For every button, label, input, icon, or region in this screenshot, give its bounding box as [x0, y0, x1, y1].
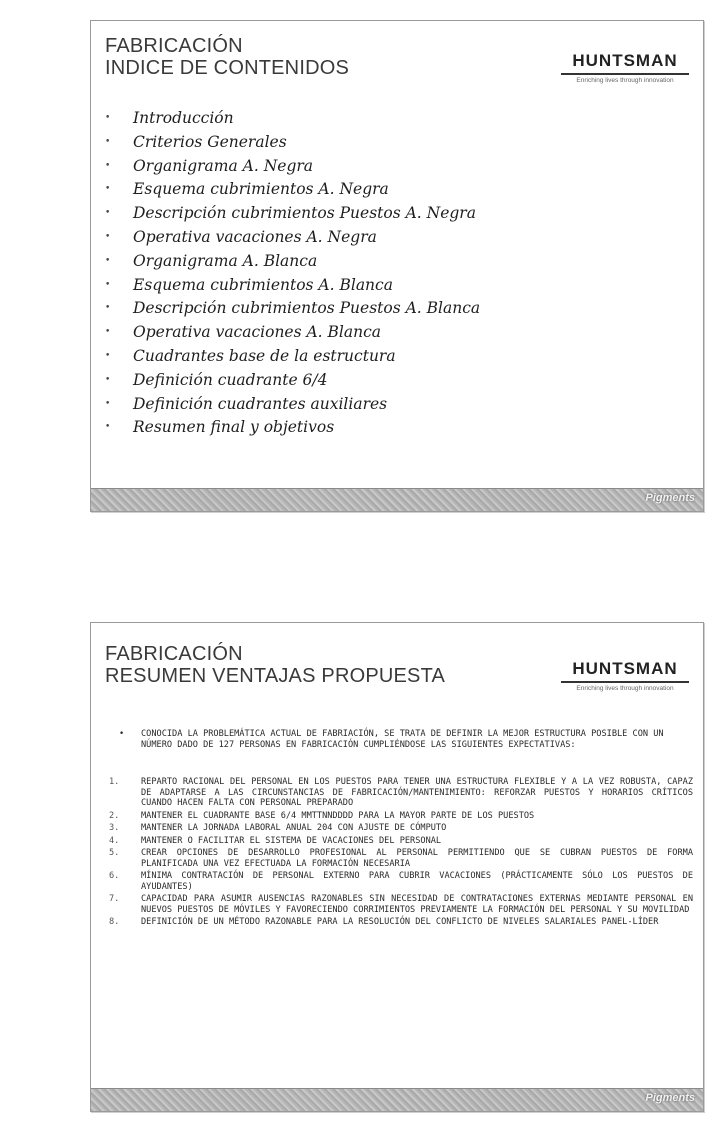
advantages-list [109, 777, 693, 930]
item-number: 2. [109, 810, 120, 821]
list-item [109, 917, 693, 928]
title-line-1: FABRICACIÓN [105, 643, 243, 665]
bullet-icon: • [105, 160, 111, 171]
list-item-label: Esquema cubrimientos A. Blanca [133, 275, 393, 294]
slide-footer-bar [91, 1088, 703, 1111]
logo-tagline: Enriching lives through innovation [576, 77, 674, 84]
bullet-icon: • [105, 303, 111, 314]
bullet-icon: • [105, 136, 111, 147]
item-number: 7. [109, 894, 120, 904]
list-item [109, 894, 693, 915]
bullet-icon: • [105, 350, 111, 361]
list-item-label: Organigrama A. Blanca [133, 251, 318, 270]
bullet-icon: • [105, 231, 111, 242]
bullet-icon: • [105, 398, 111, 409]
list-item [105, 107, 480, 131]
logo-name: HUNTSMAN [561, 659, 689, 683]
bullet-icon: • [105, 374, 111, 385]
list-item [109, 777, 693, 809]
list-item-label: Definición cuadrantes auxiliares [133, 394, 388, 413]
item-text: MANTENER EL CUADRANTE BASE 6/4 MMTTNNDDDD PARA LA MAYOR PARTE DE LOS PUESTOS [141, 810, 535, 821]
list-item-label: Esquema cubrimientos A. Negra [133, 180, 389, 199]
item-number: 5. [109, 848, 120, 858]
bullet-icon: • [105, 279, 111, 290]
slide-summary [90, 622, 704, 1112]
item-text: MÍNIMA CONTRATACIÓN DE PERSONAL EXTERNO PARA CUBRIR VACACIONES (PRÁCTICAMENTE SÓLO LOS PUESTOS DE AYUDANTES) [141, 871, 693, 892]
contents-list [105, 107, 480, 440]
list-item-label: Cuadrantes base de la estructura [133, 346, 396, 365]
list-item [105, 369, 480, 393]
item-text: DEFINICIÓN DE UN MÉTODO RAZONABLE PARA LA RESOLUCIÓN DEL CONFLICTO DE NIVELES SALARIALES PANEL-LÍDER [141, 917, 659, 927]
list-item [105, 297, 480, 321]
list-item [109, 823, 693, 834]
list-item [105, 416, 480, 440]
list-item [109, 836, 693, 847]
list-item [105, 250, 480, 274]
footer-brand: Pigments [645, 492, 695, 504]
item-number: 6. [109, 871, 120, 881]
list-item-label: Organigrama A. Negra [133, 156, 314, 175]
list-item-label: Operativa vacaciones A. Blanca [133, 323, 382, 342]
list-item-label: Resumen final y objetivos [133, 418, 335, 437]
list-item-label: Descripción cubrimientos Puestos A. Negra [133, 204, 476, 223]
item-number: 3. [109, 823, 120, 833]
huntsman-logo [561, 659, 689, 692]
intro-text: CONOCIDA LA PROBLEMÁTICA ACTUAL DE FABRIACIÓN, SE TRATA DE DEFINIR LA MEJOR ESTRUCTURA POSIBLE CON UN NÚMERO DADO DE 127 PERSONAS EN FABRICACIÓN CUMPLIÉNDOSE LAS SIGUIENTES EXPECTATIVAS: [141, 729, 664, 750]
item-text: REPARTO RACIONAL DEL PERSONAL EN LOS PUESTOS PARA TENER UNA ESTRUCTURA FLEXIBLE Y A LA VEZ ROBUSTA, CAPAZ DE ADAPTARSE A LAS CIRCUNSTANCIAS DE FABRICACIÓN/MANTENIMIENTO: REFORZAR PUESTOS Y HORARIOS CRÍTICOS CUANDO HACEN FALTA CON PERSONAL PREPARADO [141, 777, 693, 808]
bullet-icon: • [105, 208, 111, 219]
title-line-2: INDICE DE CONTENIDOS [105, 57, 350, 79]
list-item-label: Descripción cubrimientos Puestos A. Blanca [133, 299, 481, 318]
list-item-label: Operativa vacaciones A. Negra [133, 227, 377, 246]
title-line-2: RESUMEN VENTAJAS PROPUESTA [105, 665, 446, 687]
intro-paragraph [119, 729, 691, 750]
item-text: MANTENER LA JORNADA LABORAL ANUAL 204 CON AJUSTE DE CÓMPUTO [141, 823, 447, 833]
list-item [105, 178, 480, 202]
item-number: 1. [109, 777, 120, 787]
list-item [105, 345, 480, 369]
list-item [109, 811, 693, 822]
footer-brand: Pigments [645, 1092, 695, 1104]
list-item-label: Definición cuadrante 6/4 [133, 370, 328, 389]
slide-title [105, 35, 349, 79]
list-item [105, 131, 480, 155]
bullet-icon: • [105, 255, 111, 266]
list-item [105, 274, 480, 298]
list-item [109, 871, 693, 892]
bullet-icon: • [105, 327, 111, 338]
list-item [105, 321, 480, 345]
huntsman-logo [561, 51, 689, 84]
list-item [105, 393, 480, 417]
title-line-1: FABRICACIÓN [105, 35, 243, 57]
slide-footer-bar [91, 488, 703, 511]
slide-index [90, 20, 704, 512]
bullet-icon: • [119, 729, 125, 739]
item-text: MANTENER O FACILITAR EL SISTEMA DE VACACIONES DEL PERSONAL [141, 835, 442, 846]
slide-title [105, 643, 445, 687]
list-item [109, 848, 693, 869]
item-text: CAPACIDAD PARA ASUMIR AUSENCIAS RAZONABLES SIN NECESIDAD DE CONTRATACIONES EXTERNAS MEDIANTE PERSONAL EN NUEVOS PUESTOS DE MÓVILES Y FAVORECIENDO CORRIMIENTOS PREVIAMENTE LA FORMACIÓN DEL PERSONAL Y SU MOVILIDAD [141, 894, 693, 915]
bullet-icon: • [105, 113, 111, 123]
logo-tagline: Enriching lives through innovation [576, 685, 674, 692]
item-number: 4. [109, 835, 120, 846]
bullet-icon: • [105, 184, 111, 195]
list-item-label: Criterios Generales [133, 132, 287, 151]
item-text: CREAR OPCIONES DE DESARROLLO PROFESIONAL AL PERSONAL PERMITIENDO QUE SE CUBRAN PUESTOS DE FORMA PLANIFICADA UNA VEZ EFECTUADA LA FORMACIÓN NECESARIA [141, 848, 693, 869]
list-item [105, 155, 480, 179]
logo-name: HUNTSMAN [561, 51, 689, 75]
item-number: 8. [109, 917, 120, 927]
list-item-label: Introducción [133, 109, 234, 127]
bullet-icon: • [105, 422, 111, 433]
list-item [105, 202, 480, 226]
list-item [105, 226, 480, 250]
